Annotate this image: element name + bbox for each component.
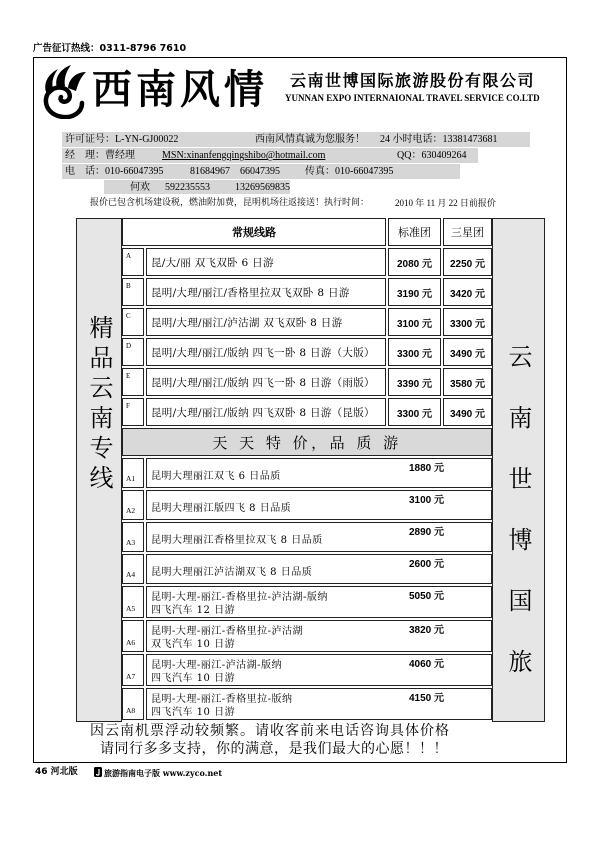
row-code: A — [122, 248, 144, 276]
special-row-price: 3100 元 — [409, 495, 445, 506]
special-row-route: 昆明-大理-丽江-泸沽湖-版纳 — [151, 660, 283, 671]
row-price-three-star: 2250 元 — [443, 248, 492, 276]
special-row-route-line2: 四飞汽车 12 日游 — [151, 605, 236, 616]
price-valid-date: 2010 年 11 月 22 日前报价 — [395, 198, 496, 208]
special-row-route: 昆明-大理-丽江-香格里拉-泸沽湖 — [151, 626, 304, 637]
special-row-route: 昆明大理丽江泸沽湖双飞 8 日品质 — [151, 567, 313, 578]
header-standard: 标准团 — [388, 218, 441, 246]
ad-hotline: 广告征订热线：0311-8796 7610 — [33, 43, 187, 54]
license-number: 许可证号：L-YN-GJ00022 — [65, 134, 179, 145]
side-band-left — [76, 218, 122, 722]
special-row-route-line2: 双飞汽车 10 日游 — [151, 639, 236, 650]
special-row-code: A7 — [122, 654, 144, 686]
row-code: C — [122, 308, 144, 336]
phone-number-2: 81684967 — [190, 166, 230, 177]
row-code: F — [122, 398, 144, 426]
special-row-route: 昆明-大理-丽江-香格里拉-泸沽湖-版纳 — [151, 592, 328, 603]
row-price-three-star: 3490 元 — [443, 398, 492, 426]
special-row-price: 5050 元 — [409, 591, 445, 602]
special-row-code: A3 — [122, 522, 144, 552]
special-row — [146, 620, 492, 652]
row-price-three-star: 3490 元 — [443, 338, 492, 366]
special-row-code: A4 — [122, 554, 144, 584]
side-band-right — [492, 218, 545, 722]
special-row — [146, 522, 492, 552]
service-slogan: 西南风情真诚为您服务！ — [255, 134, 365, 145]
row-price-standard: 3190 元 — [388, 278, 441, 306]
contact-mobile: 13269569835 — [235, 182, 290, 193]
special-row-route-line2: 四飞汽车 10 日游 — [151, 707, 236, 718]
row-price-three-star: 3300 元 — [443, 308, 492, 336]
company-name-en: YUNNAN EXPO INTERNAIONAL TRAVEL SERVICE CO.LTD — [285, 93, 540, 103]
special-row-route-line2: 四飞汽车 10 日游 — [151, 673, 236, 684]
row-code: D — [122, 338, 144, 366]
row-price-standard: 3390 元 — [388, 368, 441, 396]
special-row-route: 昆明大理丽江双飞 6 日品质 — [151, 471, 281, 482]
header-three-star: 三星团 — [443, 218, 492, 246]
msn-address: MSN:xinanfengqingshibo@hotmail.com — [162, 150, 326, 161]
special-row — [146, 490, 492, 520]
row-price-three-star: 3420 元 — [443, 278, 492, 306]
price-note: 报价已包含机场建设税，燃油附加费，昆明机场往返接送！执行时间： — [90, 198, 370, 208]
closing-note-line-2: 请同行多多支持，你的满意，是我们最大的心愿！！！ — [100, 741, 448, 757]
special-row-route: 昆明大理丽江版四飞 8 日品质 — [151, 503, 292, 514]
phone-number: 电 话：010-66047395 — [65, 166, 164, 177]
manager-name: 经 理：曹经理 — [65, 150, 135, 161]
contact-name: 何欢 — [130, 182, 150, 193]
hotline-24h: 24 小时电话：13381473681 — [380, 134, 498, 145]
swirl-logo-icon — [38, 63, 90, 119]
special-routes-table — [122, 458, 492, 720]
special-row — [146, 458, 492, 488]
row-code: B — [122, 278, 144, 306]
row-route: 昆明/大理/丽江/香格里拉双飞双卧 8 日游 — [146, 278, 386, 306]
regular-routes-table — [122, 218, 492, 426]
magazine-logo-icon — [94, 767, 102, 777]
row-route: 昆明/大理/丽江/泸沽湖 双飞双卧 8 日游 — [146, 308, 386, 336]
fax-number: 传真：010-66047395 — [305, 166, 394, 177]
row-price-standard: 3100 元 — [388, 308, 441, 336]
special-row-price: 2890 元 — [409, 527, 445, 538]
row-price-standard: 2080 元 — [388, 248, 441, 276]
special-row-price: 4060 元 — [409, 659, 445, 670]
row-route: 昆明/大理/丽江/版纳 四飞一卧 8 日游（大版） — [146, 338, 386, 366]
side-title-left: 精品云南专线 — [85, 315, 113, 495]
phone-number-3: 66047395 — [240, 166, 280, 177]
special-row-code: A5 — [122, 586, 144, 618]
row-price-standard: 3300 元 — [388, 398, 441, 426]
header-route: 常规线路 — [122, 218, 386, 246]
special-row-route: 昆明-大理-丽江-香格里拉-版纳 — [151, 694, 293, 705]
special-row-price: 4150 元 — [409, 693, 445, 704]
company-name-cn: 云南世博国际旅游股份有限公司 — [290, 71, 536, 90]
magazine-website: 旅游指南电子版 www.zyco.net — [104, 768, 223, 778]
row-route: 昆明/大理/丽江/版纳 四飞双卧 8 日游（昆版） — [146, 398, 386, 426]
row-price-standard: 3300 元 — [388, 338, 441, 366]
row-price-three-star: 3580 元 — [443, 368, 492, 396]
special-row — [146, 654, 492, 686]
special-row-code: A1 — [122, 458, 144, 488]
special-row-price: 1880 元 — [409, 463, 445, 474]
qq-number: QQ：630409264 — [397, 150, 467, 161]
special-row-code: A6 — [122, 620, 144, 652]
special-offer-banner: 天 天 特 价，品 质 游 — [122, 428, 492, 456]
side-title-right: 云南世博国旅 — [504, 344, 532, 710]
row-route: 昆/大/丽 双飞双卧 6 日游 — [146, 248, 386, 276]
special-row-code: A2 — [122, 490, 144, 520]
special-row-price: 3820 元 — [409, 625, 445, 636]
row-route: 昆明/大理/丽江/版纳 四飞一卧 8 日游（雨版） — [146, 368, 386, 396]
special-row — [146, 554, 492, 584]
closing-note-line-1: 因云南机票浮动较频繁。请收客前来电话咨询具体价格 — [90, 723, 450, 739]
row-code: E — [122, 368, 144, 396]
special-row — [146, 586, 492, 618]
page-number: 46 河北版 — [35, 767, 78, 777]
contact-qq: 592235553 — [165, 182, 210, 193]
special-row-route: 昆明大理丽江香格里拉双飞 8 日品质 — [151, 535, 323, 546]
special-row-code: A8 — [122, 688, 144, 720]
brand-logo-text: 西南风情 — [92, 66, 268, 113]
special-row-price: 2600 元 — [409, 559, 445, 570]
special-row — [146, 688, 492, 720]
